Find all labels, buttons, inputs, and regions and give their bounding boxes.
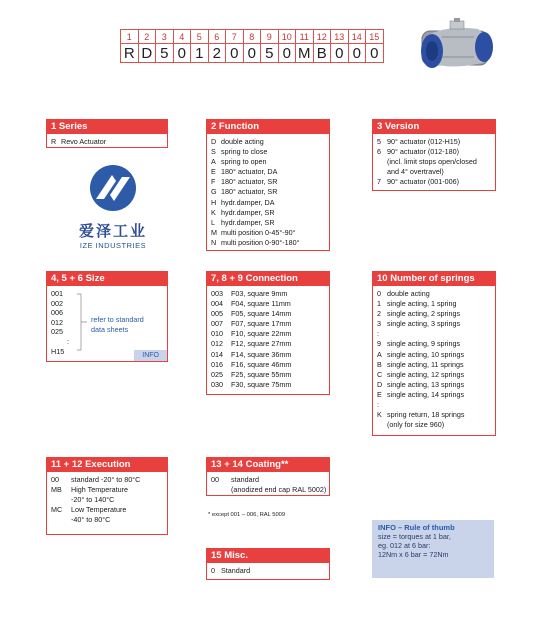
list-item bbox=[211, 319, 325, 329]
item-code: C bbox=[377, 369, 383, 379]
list-item bbox=[377, 410, 491, 420]
code-position-row bbox=[121, 30, 384, 44]
list-item bbox=[377, 380, 491, 390]
code-position-number: 4 bbox=[173, 30, 191, 44]
item-description: -40° to 80°C bbox=[71, 515, 111, 525]
item-description: hydr.damper, SR bbox=[221, 207, 275, 217]
code-char: 2 bbox=[208, 44, 226, 63]
size-bracket-icon bbox=[75, 292, 89, 352]
item-code: 0 bbox=[211, 566, 215, 575]
list-item bbox=[51, 515, 163, 525]
code-char: 0 bbox=[278, 44, 296, 63]
item-description: (anodized end cap RAL 5002) bbox=[231, 485, 327, 495]
item-description: F05, square 14mm bbox=[231, 309, 292, 319]
function-title: 2 Function bbox=[207, 120, 329, 134]
list-item bbox=[51, 485, 163, 495]
item-code: 005 bbox=[211, 309, 223, 319]
list-item bbox=[211, 137, 325, 147]
item-code: L bbox=[211, 217, 215, 227]
item-description: -20° to 140°C bbox=[71, 495, 115, 505]
size-code: 012 bbox=[51, 317, 63, 327]
list-item bbox=[211, 218, 325, 228]
info-line: eg. 012 at 6 bar: bbox=[378, 541, 431, 550]
code-char: 0 bbox=[243, 44, 261, 63]
list-item bbox=[377, 339, 491, 349]
item-code: M bbox=[211, 227, 217, 237]
item-description: (incl. limit stops open/closed bbox=[387, 157, 477, 167]
item-code: 004 bbox=[211, 299, 223, 309]
item-description: (only for size 960) bbox=[387, 420, 445, 430]
item-code: MC bbox=[51, 505, 63, 515]
list-item bbox=[51, 505, 163, 515]
item-code: 5 bbox=[377, 137, 381, 146]
code-char: 5 bbox=[261, 44, 279, 63]
item-code: 030 bbox=[211, 379, 223, 389]
code-position-number: 8 bbox=[243, 30, 261, 44]
item-code: N bbox=[211, 237, 217, 247]
item-code bbox=[51, 515, 71, 525]
item-description: standard -20° to 80°C bbox=[71, 475, 141, 484]
item-description: F10, square 22mm bbox=[231, 329, 292, 339]
item-code: 00 bbox=[211, 475, 219, 484]
item-code: F bbox=[211, 177, 216, 187]
info-line: 12Nm x 6 bar = 72Nm bbox=[378, 550, 449, 559]
item-code: 00 bbox=[51, 475, 59, 484]
item-description: Revo Actuator bbox=[61, 137, 107, 146]
ize-logo-icon bbox=[88, 163, 138, 213]
list-item bbox=[377, 309, 491, 319]
version-list bbox=[373, 134, 495, 190]
list-item bbox=[211, 370, 325, 380]
item-description: F16, square 46mm bbox=[231, 359, 292, 369]
info-box bbox=[372, 520, 494, 578]
coating-footnote: * except 001 – 006, RAL 5009 bbox=[208, 512, 286, 518]
item-description: multi position 0-45°-90° bbox=[221, 227, 296, 237]
coating-panel bbox=[206, 457, 330, 496]
list-item bbox=[377, 350, 491, 360]
item-description: and 4° overtravel) bbox=[387, 167, 444, 177]
code-position-number: 15 bbox=[366, 30, 384, 44]
code-position-number: 13 bbox=[331, 30, 349, 44]
item-code bbox=[211, 485, 231, 495]
list-item bbox=[211, 360, 325, 370]
item-code: 007 bbox=[211, 319, 223, 329]
item-code bbox=[377, 420, 387, 430]
series-title: 1 Series bbox=[47, 120, 167, 134]
item-code bbox=[51, 495, 71, 505]
item-description: F14, square 36mm bbox=[231, 349, 292, 359]
misc-title: 15 Misc. bbox=[207, 549, 329, 563]
item-code: 014 bbox=[211, 349, 223, 359]
code-char: 0 bbox=[366, 44, 384, 63]
item-description: hydr.damper, SR bbox=[221, 217, 275, 227]
list-item bbox=[377, 177, 491, 187]
code-char: R bbox=[121, 44, 139, 63]
company-logo bbox=[75, 163, 151, 250]
item-description: Low Temperature bbox=[71, 505, 127, 515]
size-info-tag[interactable]: INFO bbox=[134, 350, 167, 361]
item-description: single acting, 10 springs bbox=[387, 349, 465, 359]
item-description: Standard bbox=[221, 566, 251, 575]
item-description: 90° actuator (012-180) bbox=[387, 147, 459, 157]
code-position-number: 1 bbox=[121, 30, 139, 44]
code-position-number: 10 bbox=[278, 30, 296, 44]
item-code: : bbox=[377, 400, 379, 410]
list-item bbox=[211, 177, 325, 187]
item-code: : bbox=[377, 329, 379, 339]
list-item bbox=[211, 147, 325, 157]
item-description: High Temperature bbox=[71, 485, 128, 495]
item-description bbox=[387, 400, 491, 410]
item-description: standard bbox=[231, 475, 259, 484]
logo-chinese-name: 爱泽工业 bbox=[78, 223, 147, 240]
item-description: spring return, 18 springs bbox=[387, 410, 465, 420]
size-title: 4, 5 + 6 Size bbox=[47, 272, 167, 286]
connection-panel bbox=[206, 271, 330, 395]
item-code: 0 bbox=[377, 289, 381, 298]
size-code: 025 bbox=[51, 327, 63, 337]
list-item bbox=[377, 319, 491, 329]
item-code: E bbox=[211, 167, 216, 177]
springs-panel bbox=[372, 271, 496, 436]
version-title: 3 Version bbox=[373, 120, 495, 134]
list-item bbox=[211, 339, 325, 349]
item-code: 2 bbox=[377, 309, 381, 319]
item-code: K bbox=[211, 207, 216, 217]
list-item bbox=[377, 167, 491, 177]
item-description: 90° actuator (001-006) bbox=[387, 177, 459, 187]
item-code: S bbox=[211, 147, 216, 157]
size-code: H15 bbox=[51, 346, 65, 356]
logo-english-name: IZE INDUSTRIES bbox=[79, 241, 147, 250]
list-item bbox=[211, 228, 325, 238]
code-char: 0 bbox=[348, 44, 366, 63]
item-code: R bbox=[51, 137, 57, 146]
execution-title: 11 + 12 Execution bbox=[47, 458, 167, 472]
code-position-number: 9 bbox=[261, 30, 279, 44]
item-description: single acting, 9 springs bbox=[387, 339, 461, 349]
list-item bbox=[377, 289, 491, 299]
list-item bbox=[211, 329, 325, 339]
item-description: double acting bbox=[387, 289, 430, 298]
code-position-number: 3 bbox=[156, 30, 174, 44]
item-code: D bbox=[377, 379, 383, 389]
item-code: 025 bbox=[211, 369, 223, 379]
execution-panel bbox=[46, 457, 168, 535]
version-panel bbox=[372, 119, 496, 191]
item-description bbox=[387, 329, 491, 339]
code-char: D bbox=[138, 44, 156, 63]
item-code: 012 bbox=[211, 339, 223, 349]
size-code: 006 bbox=[51, 308, 63, 318]
list-item bbox=[211, 566, 325, 576]
item-code: MB bbox=[51, 485, 62, 495]
list-item bbox=[211, 485, 325, 495]
item-description: 180° actuator, SR bbox=[221, 177, 278, 187]
item-code: 016 bbox=[211, 359, 223, 369]
list-item bbox=[51, 137, 163, 147]
list-item bbox=[211, 238, 325, 248]
misc-list bbox=[207, 563, 329, 579]
connection-title: 7, 8 + 9 Connection bbox=[207, 272, 329, 286]
code-value-row bbox=[121, 44, 384, 63]
size-link-line2: data sheets bbox=[91, 325, 129, 335]
item-code: B bbox=[377, 359, 382, 369]
code-position-number: 2 bbox=[138, 30, 156, 44]
code-char: M bbox=[296, 44, 314, 63]
item-description: hydr.damper, DA bbox=[221, 197, 275, 207]
list-item bbox=[377, 370, 491, 380]
code-char: 1 bbox=[191, 44, 209, 63]
item-description: 180° actuator, SR bbox=[221, 187, 278, 197]
coating-list bbox=[207, 472, 329, 498]
item-description: spring to close bbox=[221, 147, 268, 157]
code-char: 5 bbox=[156, 44, 174, 63]
order-code-grid bbox=[120, 29, 384, 63]
item-description: F12, square 27mm bbox=[231, 339, 292, 349]
item-code: 6 bbox=[377, 147, 381, 157]
code-char: 0 bbox=[331, 44, 349, 63]
misc-panel bbox=[206, 548, 330, 580]
item-code: 3 bbox=[377, 319, 381, 329]
series-panel bbox=[46, 119, 168, 148]
item-code: K bbox=[377, 410, 382, 420]
item-description: F30, square 75mm bbox=[231, 379, 292, 389]
item-description: single acting, 14 springs bbox=[387, 389, 465, 399]
item-description: spring to open bbox=[221, 157, 267, 167]
item-description: single acting, 13 springs bbox=[387, 379, 465, 389]
item-description: F07, square 17mm bbox=[231, 319, 292, 329]
item-description: F03, square 9mm bbox=[231, 289, 288, 298]
springs-list bbox=[373, 286, 495, 433]
item-code: G bbox=[211, 187, 217, 197]
code-char: B bbox=[313, 44, 331, 63]
size-panel bbox=[46, 271, 168, 362]
item-code: E bbox=[377, 389, 382, 399]
item-description: single acting, 11 springs bbox=[387, 359, 464, 369]
list-item bbox=[51, 475, 163, 485]
list-item bbox=[211, 157, 325, 167]
item-description: single acting, 1 spring bbox=[387, 299, 457, 309]
item-code: H bbox=[211, 197, 217, 207]
coating-title: 13 + 14 Coating** bbox=[207, 458, 329, 472]
list-item bbox=[51, 495, 163, 505]
size-datasheet-link[interactable] bbox=[91, 315, 144, 335]
item-description: F04, square 11mm bbox=[231, 299, 291, 309]
code-position-number: 14 bbox=[348, 30, 366, 44]
list-item bbox=[377, 137, 491, 147]
list-item bbox=[211, 309, 325, 319]
item-code: 9 bbox=[377, 339, 381, 349]
code-position-number: 7 bbox=[226, 30, 244, 44]
list-item bbox=[211, 198, 325, 208]
item-code: 7 bbox=[377, 177, 381, 187]
item-description: multi position 0-90°-180° bbox=[221, 237, 300, 247]
code-position-number: 6 bbox=[208, 30, 226, 44]
list-item bbox=[377, 147, 491, 157]
connection-list bbox=[207, 286, 329, 393]
size-code: 002 bbox=[51, 298, 63, 308]
item-code bbox=[377, 157, 387, 167]
item-description: single acting, 3 springs bbox=[387, 319, 461, 329]
list-item bbox=[377, 329, 491, 339]
item-code: 1 bbox=[377, 299, 381, 309]
list-item bbox=[211, 208, 325, 218]
list-item bbox=[377, 157, 491, 167]
item-code: 003 bbox=[211, 289, 223, 298]
item-code: A bbox=[211, 157, 216, 167]
list-item bbox=[211, 475, 325, 485]
item-description: 90° actuator (012-H15) bbox=[387, 137, 461, 146]
item-description: single acting, 12 springs bbox=[387, 369, 465, 379]
list-item bbox=[211, 167, 325, 177]
series-list bbox=[47, 134, 167, 150]
size-code: 001 bbox=[51, 289, 63, 298]
info-line: size = torques at 1 bar, bbox=[378, 532, 451, 541]
item-description: single acting, 2 springs bbox=[387, 309, 461, 319]
code-position-number: 5 bbox=[191, 30, 209, 44]
item-code: 010 bbox=[211, 329, 223, 339]
code-char: 0 bbox=[226, 44, 244, 63]
size-link-line1: refer to standard bbox=[91, 315, 144, 324]
list-item bbox=[211, 350, 325, 360]
item-description: double acting bbox=[221, 137, 264, 146]
size-code: : bbox=[67, 336, 69, 346]
list-item bbox=[211, 289, 325, 299]
item-code: A bbox=[377, 349, 382, 359]
list-item bbox=[377, 390, 491, 400]
item-code: D bbox=[211, 137, 217, 146]
code-char: 0 bbox=[173, 44, 191, 63]
list-item bbox=[377, 299, 491, 309]
function-list bbox=[207, 134, 329, 251]
list-item bbox=[211, 187, 325, 197]
springs-title: 10 Number of springs bbox=[373, 272, 495, 286]
item-code bbox=[377, 167, 387, 177]
list-item bbox=[211, 299, 325, 309]
function-panel bbox=[206, 119, 330, 251]
list-item bbox=[377, 420, 491, 430]
list-item bbox=[211, 380, 325, 390]
info-title: INFO – Rule of thumb bbox=[378, 523, 455, 532]
code-position-number: 12 bbox=[313, 30, 331, 44]
list-item bbox=[377, 360, 491, 370]
list-item bbox=[377, 400, 491, 410]
item-description: 180° actuator, DA bbox=[221, 167, 278, 177]
code-position-number: 11 bbox=[296, 30, 314, 44]
execution-list bbox=[47, 472, 167, 528]
actuator-image bbox=[418, 17, 496, 75]
item-description: F25, square 55mm bbox=[231, 369, 292, 379]
